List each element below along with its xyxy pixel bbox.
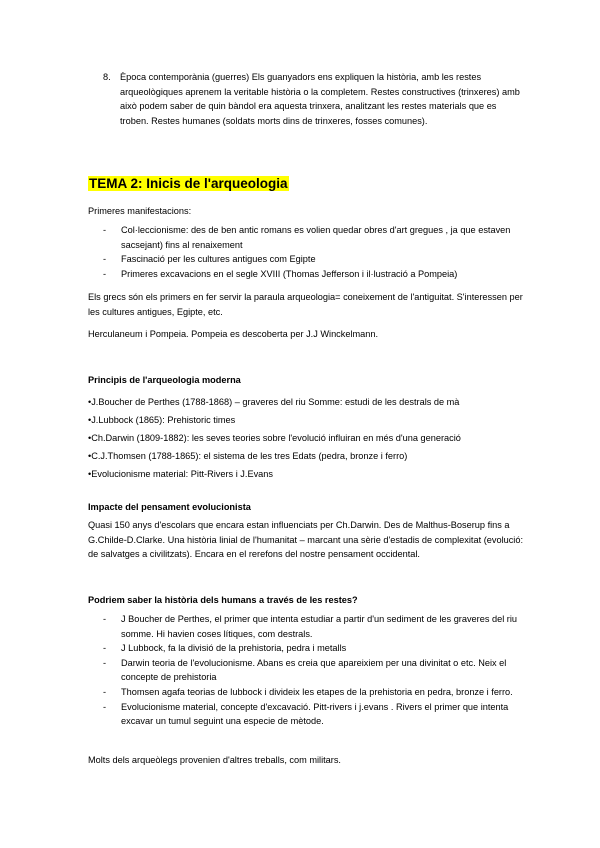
list-item (103, 641, 523, 656)
principis-item: •Ch.Darwin (1809-1882): les seves teories sobre l'evolució influiran en més d'una generació (88, 433, 461, 443)
list-item-text: J Boucher de Perthes, el primer que intenta estudiar a partir d'un sediment de les graveres del riu somme. Hi havien coses lítiques, com destrals. (121, 614, 518, 639)
podriem-list (103, 612, 523, 729)
dash-marker: - (103, 643, 107, 654)
highlighted-heading-text: TEMA 2: Inicis de l'arqueologia (89, 176, 288, 191)
list-item-text: Evolucionisme material, concepte d'excavació. Pitt-rivers i j.evans . Rivers el primer que intenta excavar un tumul seguint una especie de mètode. (121, 701, 509, 727)
dash-marker: - (103, 701, 107, 712)
list-item-text: Primeres excavacions en el segle XVIII (Thomas Jefferson i il·lustració a Pompeia) (121, 268, 458, 279)
list-item (103, 700, 523, 729)
dash-marker: - (103, 614, 107, 624)
list-item (103, 685, 523, 700)
principis-title: Principis de l'arqueologia moderna (88, 375, 241, 385)
principis-item: •J.Boucher de Perthes (1788-1868) – graveres del riu Somme: estudi de les destrals de mà (88, 397, 460, 407)
primeres-list (103, 223, 523, 281)
list-item (103, 656, 523, 685)
item-number: 8. (103, 72, 111, 82)
dash-marker: - (103, 225, 107, 235)
principis-item: •Evolucionisme material: Pitt-Rivers i J.Evans (88, 469, 273, 479)
impacte-title: Impacte del pensament evolucionista (88, 502, 251, 512)
dash-marker: - (103, 657, 107, 668)
section-heading (88, 175, 289, 193)
dash-marker: - (103, 254, 107, 265)
list-item (103, 252, 523, 267)
list-item-text: Fascinació per les cultures antigues com Egipte (121, 254, 316, 265)
grecs-paragraph: Els grecs són els primers en fer servir la paraula arqueologia= coneixement de l'antiguitat. S'interessen per les cultures antigues, Egipte, etc. (88, 292, 523, 317)
list-item (103, 223, 523, 252)
list-item-text: J Lubbock, fa la divisió de la prehistoria, pedra i metalls (121, 643, 347, 654)
dash-marker: - (103, 686, 107, 697)
herculaneum-paragraph: Herculaneum i Pompeia. Pompeia es descoberta per J.J Winckelmann. (88, 329, 379, 339)
item-text: Època contemporània (guerres) Els guanyadors ens expliquen la història, amb les restes arqueològiques aprenem la veritable història o la completem. Restes constructives (trinxeres) amb això podem saber de quin bàndol era aquesta trinxera, analitzant les restes materials que es troben. Restes humanes (soldats morts dins de trinxeres, fosses comunes). (120, 72, 520, 126)
podriem-title: Podriem saber la història dels humans a través de les restes? (88, 595, 358, 605)
list-item (103, 267, 523, 282)
list-item-text: Thomsen agafa teorias de lubbock i divideix les etapes de la prehistoria en pedra, bronze i ferro. (121, 686, 513, 697)
principis-item: •J.Lubbock (1865): Prehistoric times (88, 415, 236, 425)
primeres-label: Primeres manifestacions: (88, 206, 192, 216)
dash-marker: - (103, 268, 107, 279)
list-item-text: Col·leccionisme: des de ben antic romans es volien quedar obres d'art gregues , ja que estaven sacsejant) fins al renaixement (121, 225, 511, 250)
list-item-text: Darwin teoria de l'evolucionisme. Abans es creia que apareixiem per una divinitat o etc. Neix el concepte de prehistoria (121, 657, 507, 683)
principis-item: •C.J.Thomsen (1788-1865): el sistema de les tres Edats (pedra, bronze i ferro) (88, 451, 408, 461)
closing-paragraph: Molts dels arqueòlegs provenien d'altres treballs, com militars. (88, 755, 341, 765)
list-item (103, 612, 523, 641)
impacte-paragraph: Quasi 150 anys d'escolars que encara estan influenciats per Ch.Darwin. Des de Malthus-Boserup fins a G.Childe-D.Clarke. Una història linial de l'humanitat – marcant una sèrie d'estadis de complexitat (evolució: de salvatges a civilitzats). Encara en el rerefons del nostre pensament occidental. (88, 520, 524, 560)
